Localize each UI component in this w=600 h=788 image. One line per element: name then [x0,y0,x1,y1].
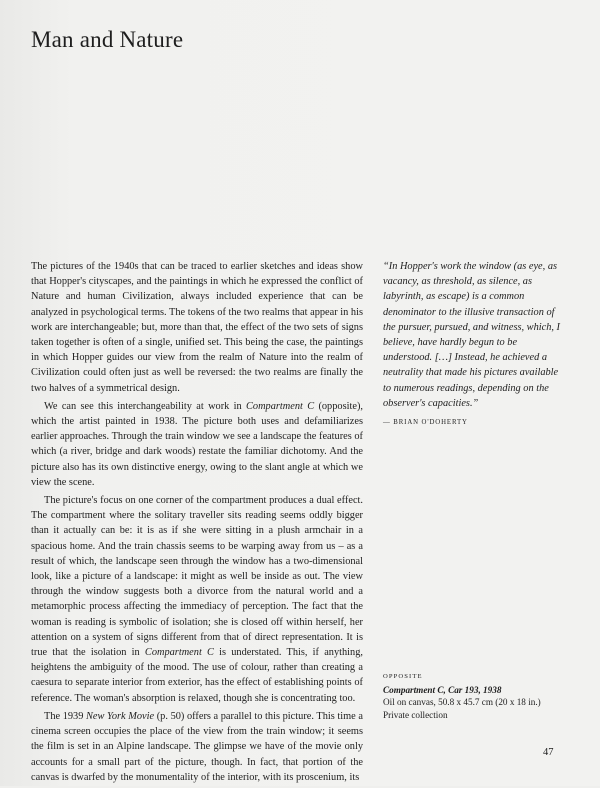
paragraph-2 [31,399,363,490]
caption-label: OPPOSITE [383,673,423,680]
paragraph-4-text-b: (p. 50) offers a parallel to this picture. This time a cinema screen occupies the place of the view from the train window; it seems the film is set in an Alpine landscape. The glimpse we have of the movie only accounts for a small part of the picture, though. In fact, that portion of the canvas is dwarfed by the monumentality of the interior, with its proscenium, its [31,710,363,783]
caption-collection: Private collection [383,709,448,720]
paragraph-2-text-a: We can see this interchangeability at work in [44,400,247,412]
paragraph-3 [31,493,363,706]
artwork-title: Compartment C [246,400,315,412]
quote-text: “In Hopper's work the window (as eye, as vacancy, as threshold, as silence, as labyrinth, as escape) is a common denominator to the illusive transaction of the pursuer, pursued, and witness, which, I believe, have hardly begun to be understood. […] Instead, he achieved a neutrality that made his pictures available to numerous readings, depending on the observer's capacities.” [383,261,560,409]
page-title: Man and Nature [31,27,184,52]
quote-attribution: — BRIAN O'DOHERTY [383,419,468,427]
paragraph-2-text-b: (opposite), which the artist painted in 1938. The picture both uses and defamiliarizes earlier approaches. Through the train window we see a landscape the features of which (a river, bridge and dark woods) restate the familiar dichotomy. And the picture also has its own distinctive energy, owing to the slant angle at which we view the scene. [31,400,363,488]
caption-title: Compartment C, Car 193, 1938 [383,684,502,695]
pull-quote [383,259,563,430]
paragraph-1: The pictures of the 1940s that can be traced to earlier sketches and ideas show that Hopper's cityscapes, and the paintings in which he expressed the conflict of Nature and human Civilization, always included experience that can be analyzed in psychological terms. The tokens of the two realms that appear in his work are interchangeable; but, more than that, the effect of the two sets of signs taken together is often of a single, unified set. This being the case, the paintings in which Hopper guides our view from the realm of Nature into the realm of Civilization could often just as well be reversed: the two realms are finally the two halves of a symmetrical design. [31,261,363,394]
paragraph-4-text-a: The 1939 [44,710,87,722]
caption-medium: Oil on canvas, 50.8 x 45.7 cm (20 x 18 in.) [383,697,541,707]
artwork-title: New York Movie [86,710,155,722]
page-number: 47 [543,747,554,758]
figure-caption [383,671,583,721]
body-text [31,259,363,788]
paragraph-3-text-b: is understated. This, if anything, heightens the ambiguity of the mood. The use of colour, rather than creating a caesura to separate interior from exterior, has the effect of establishing points of reference. The woman's absorption is relaxed, though she is concentrating too. [31,647,363,704]
artwork-title: Compartment C [144,647,214,659]
paragraph-4 [31,709,363,785]
paragraph-3-text-a: The picture's focus on one corner of the compartment produces a dual effect. The compartment where the solitary traveller sits reading seems oddly bigger than it actually can be: it is as if she were sitting in a plush armchair in a spacious home. And the train chassis seems to be warping away from us – as a result of which, the landscape seen through the window has a two-dimensional look, like a picture of a landscape: it might as well be inside as out. The view through the window suggests both a divorce from the natural world and a metamorphic process affecting the immediacy of perception. The fact that the woman is reading is symbolic of isolation; she is closed off within herself, her attention on a system of signs different from that of direct representation. It is true that the isolation in [31,495,363,659]
